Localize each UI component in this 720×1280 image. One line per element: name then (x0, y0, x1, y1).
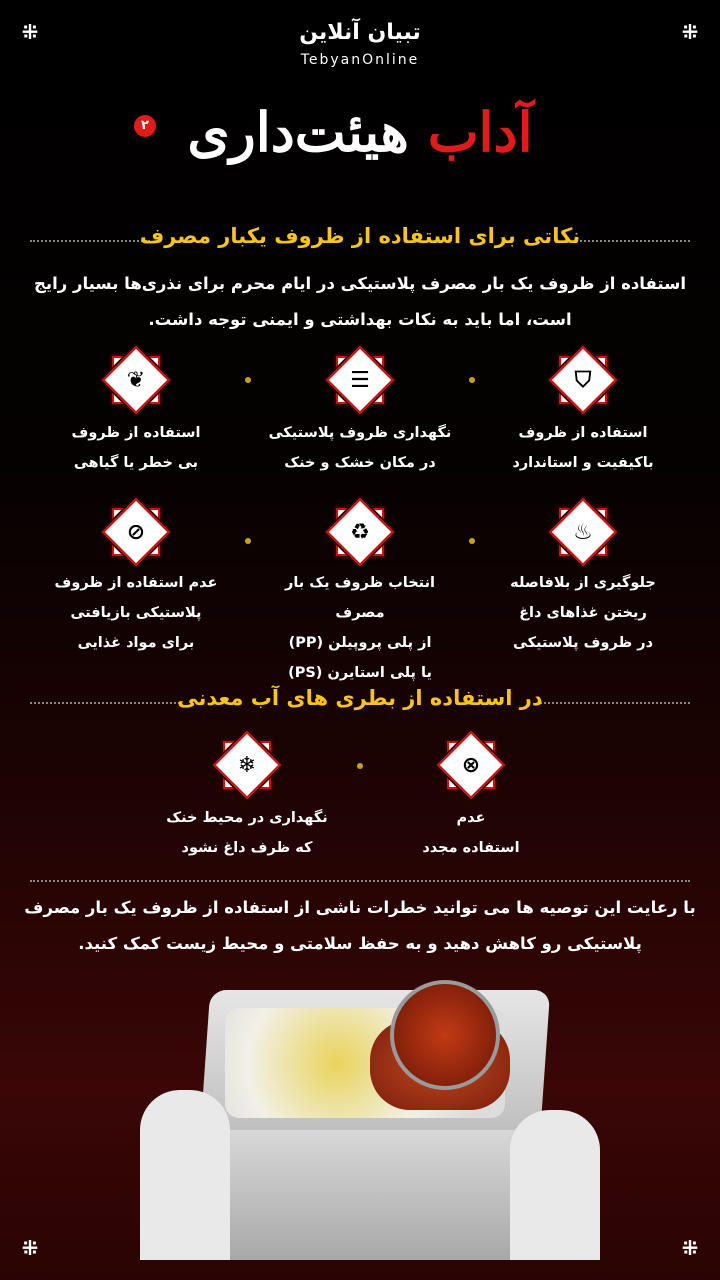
tip-label-line: که ظرف داغ نشود (181, 840, 313, 856)
issue-number-badge: ۲ (134, 115, 156, 137)
tip-label-line: بی خطر یا گیاهی (73, 455, 199, 471)
stacked-bowls-icon: ☰ (350, 367, 370, 393)
recycle-pp-icon: ♻ (350, 519, 370, 545)
intro-line: استفاده از ظروف یک بار مصرف پلاستیکی در ایام محرم برای نذری‌ها بسیار رایج (34, 274, 686, 293)
conclusion-line: پلاستیکی رو کاهش دهید و به حفظ سلامتی و محیط زیست کمک کنید. (78, 934, 642, 953)
tip-label-line: انتخاب ظروف یک بار مصرف (284, 575, 435, 621)
title-part1: آداب (427, 100, 533, 164)
tip-label-line: عدم استفاده از ظروف (54, 575, 218, 591)
tip-label-line: ریختن غذاهای داغ (519, 605, 647, 621)
tip-label (36, 418, 236, 478)
tip-label-line: یا پلی استایرن (PS) (288, 665, 432, 681)
tip-label-line: نگهداری در محیط خنک (166, 810, 328, 826)
section1-heading: نکاتی برای استفاده از ظروف یکبار مصرف (139, 224, 581, 248)
tip-label (371, 803, 571, 863)
tip-label (260, 418, 460, 478)
tip-label-line: استفاده مجدد (422, 840, 520, 856)
separator-dot (469, 377, 475, 383)
tip-label-line: عدم (456, 810, 486, 826)
tip-label-line: استفاده از ظروف (71, 425, 201, 441)
corner-ornament-icon: ⁜ (21, 1236, 39, 1260)
icon-badge (553, 350, 613, 410)
title-part2: هیئت‌داری (187, 100, 409, 164)
tip-label (260, 568, 460, 688)
separator-dot (357, 763, 363, 769)
tip-label-line: جلوگیری از بلافاصله (510, 575, 656, 591)
icon-badge (106, 502, 166, 562)
corner-ornament-icon: ⁜ (21, 20, 39, 44)
brand-logo: تبیان آنلاین (299, 20, 421, 45)
icon-badge (106, 350, 166, 410)
divider (30, 880, 690, 882)
snowflake-icon: ❄ (237, 752, 257, 778)
tip-label-line: در مکان خشک و خنک (284, 455, 436, 471)
icon-badge (553, 502, 613, 562)
separator-dot (245, 538, 251, 544)
tip-label (483, 418, 683, 478)
icon-badge (217, 735, 277, 795)
no-reuse-icon: ⊗ (461, 752, 481, 778)
separator-dot (469, 538, 475, 544)
food-container-illustration (140, 980, 700, 1280)
tip-label-line: از پلی پروپیلن (PP) (288, 635, 432, 651)
tip-label-line: باکیفیت و استاندارد (512, 455, 654, 471)
tip-label (483, 568, 683, 658)
tip-label-line: در ظروف پلاستیکی (512, 635, 654, 651)
corner-ornament-icon: ⁜ (681, 20, 699, 44)
no-recycled-plastic-icon: ⊘ (126, 519, 146, 545)
icon-badge (330, 350, 390, 410)
page-title (0, 100, 720, 164)
tip-label-line: پلاستیکی بازیافتی (70, 605, 202, 621)
conclusion-text (20, 890, 700, 962)
tip-label-line: نگهداری ظروف پلاستیکی (268, 425, 452, 441)
icon-badge (441, 735, 501, 795)
hot-bowl-icon: ♨ (573, 519, 593, 545)
intro-line: است، اما باید به نکات بهداشتی و ایمنی توجه داشت. (148, 310, 572, 329)
leaf-bowl-icon: ❦ (126, 367, 146, 393)
corner-ornament-icon: ⁜ (681, 1236, 699, 1260)
icon-badge (330, 502, 390, 562)
section2-heading: در استفاده از بطری های آب معدنی (177, 686, 543, 710)
separator-dot (245, 377, 251, 383)
standard-mark-icon: ⛉ (574, 367, 592, 393)
tip-label-line: استفاده از ظروف (518, 425, 648, 441)
tip-label (147, 803, 347, 863)
conclusion-line: با رعایت این توصیه ها می توانید خطرات ناشی از استفاده از ظروف یک بار مصرف (24, 898, 696, 917)
tip-label (36, 568, 236, 658)
intro-text (20, 266, 700, 338)
tip-label-line: برای مواد غذایی (77, 635, 195, 651)
brand-name-en: TebyanOnline (300, 52, 420, 68)
